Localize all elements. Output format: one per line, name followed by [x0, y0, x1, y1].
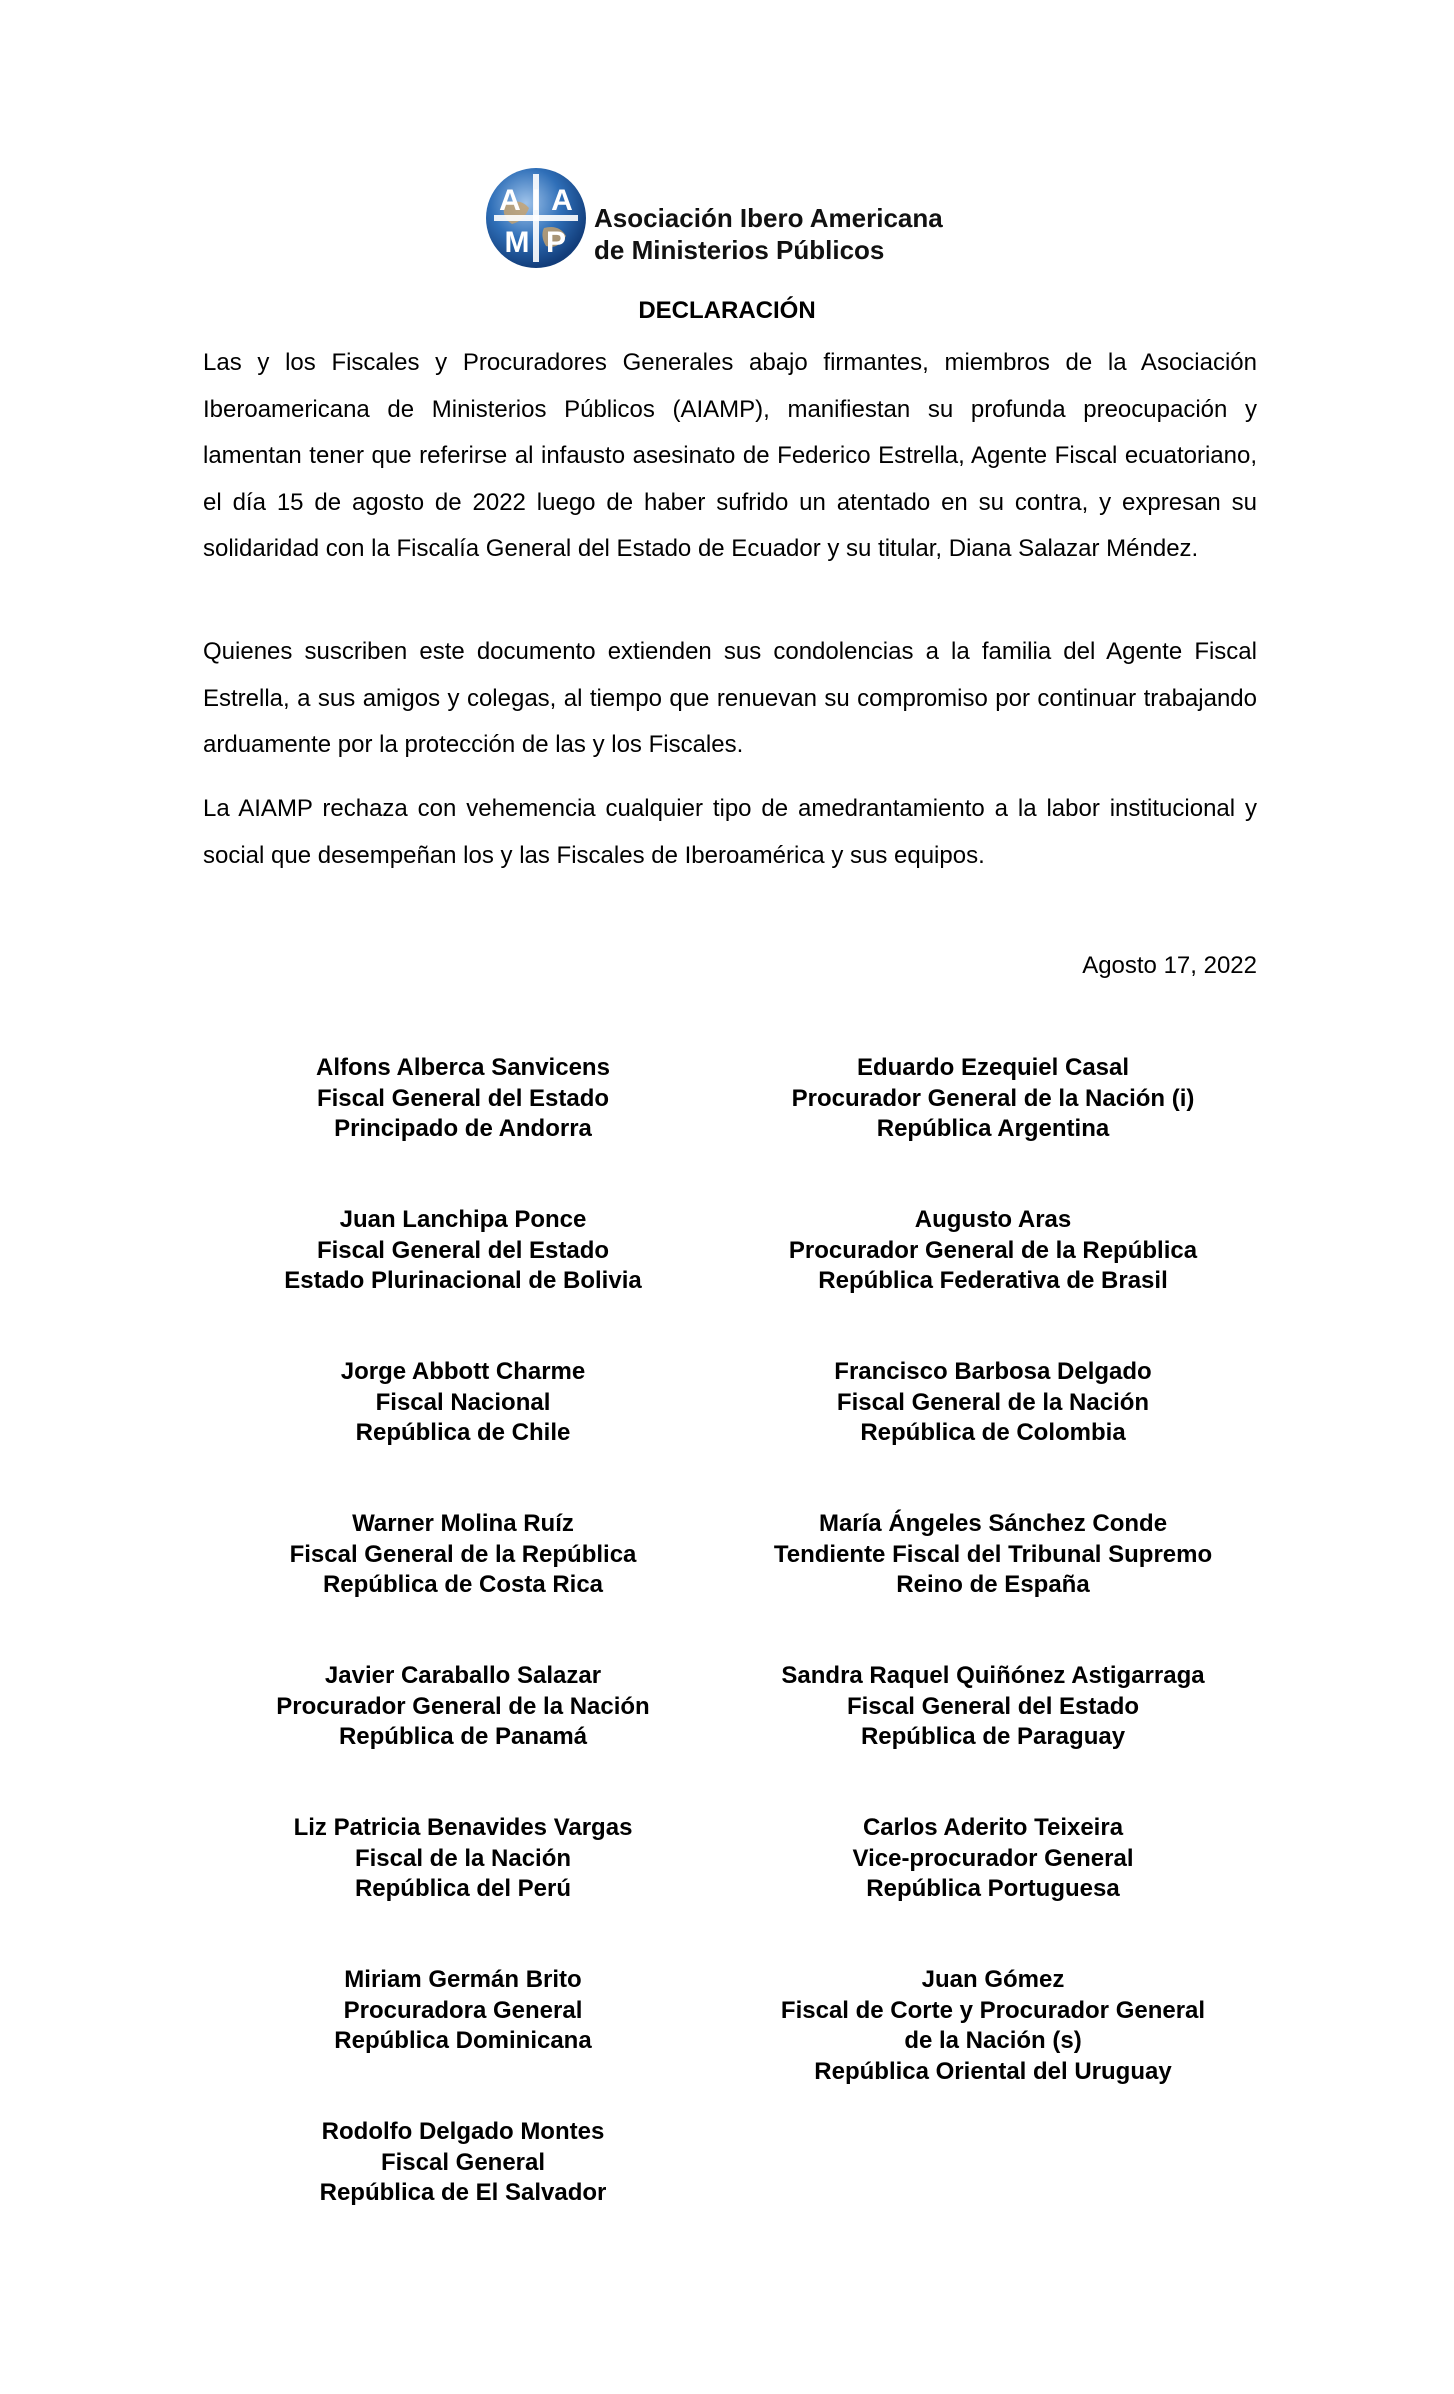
- signatory-argentina: [733, 1053, 1253, 1145]
- signatory-name: Eduardo Ezequiel Casal: [856, 1054, 1130, 1081]
- signatory-name: Juan Gómez: [921, 1966, 1065, 1993]
- signatory-name: Miriam Germán Brito: [344, 1966, 582, 1993]
- signatory-portugal: [733, 1813, 1253, 1905]
- paragraph-3: La AIAMP rechaza con vehemencia cualquier tipo de amedrantamiento a la labor institucional y social que desempeñan los y las Fiscales de Iberoamérica y sus equipos.: [203, 795, 1257, 869]
- signatory-country: República Federativa de Brasil: [818, 1267, 1168, 1294]
- signatory-title: Fiscal de la Nación: [354, 1844, 572, 1872]
- signatory-title: Tendiente Fiscal del Tribunal Supremo: [773, 1540, 1213, 1568]
- signatory-country: República Argentina: [876, 1115, 1110, 1142]
- signatory-costa-rica: [203, 1509, 723, 1601]
- signatory-country: República de Panamá: [338, 1723, 588, 1750]
- declaration-date: Agosto 17, 2022: [1082, 952, 1257, 979]
- signatory-name: Jorge Abbott Charme: [340, 1358, 586, 1385]
- signatory-el-salvador: [203, 2117, 723, 2209]
- signatory-name: María Ángeles Sánchez Conde: [818, 1510, 1168, 1537]
- signatory-title: Fiscal General del Estado: [846, 1692, 1140, 1720]
- letterhead: [484, 166, 1004, 274]
- svg-text:I: I: [531, 184, 541, 217]
- svg-text:A: A: [551, 184, 573, 217]
- signatory-title: Fiscal General: [380, 2148, 546, 2176]
- signatory-title: Procurador General de la Nación: [276, 1692, 650, 1720]
- signatory-country: República Portuguesa: [866, 1875, 1120, 1902]
- signatory-country: República de Colombia: [860, 1419, 1126, 1446]
- svg-text:A: A: [499, 184, 521, 217]
- signatory-uruguay: [733, 1965, 1253, 2087]
- signatory-name: Francisco Barbosa Delgado: [834, 1358, 1152, 1385]
- signatory-title-continued: de la Nación (s): [904, 2027, 1082, 2054]
- signatory-name: Javier Caraballo Salazar: [324, 1662, 602, 1689]
- signatory-country: República del Perú: [354, 1875, 572, 1902]
- signatory-peru: [203, 1813, 723, 1905]
- signatory-country: República Oriental del Uruguay: [814, 2057, 1172, 2085]
- signatory-chile: [203, 1357, 723, 1449]
- signatory-title: Fiscal General de la República: [289, 1540, 637, 1568]
- signatory-name: Carlos Aderito Teixeira: [862, 1814, 1124, 1841]
- organization-name: [594, 202, 943, 266]
- svg-text:P: P: [545, 226, 567, 259]
- signatory-title: Fiscal General del Estado: [316, 1236, 610, 1264]
- signatory-espana: [733, 1509, 1253, 1601]
- signatory-name: Liz Patricia Benavides Vargas: [293, 1814, 633, 1841]
- signatory-country: Reino de España: [896, 1571, 1090, 1598]
- signatory-colombia: [733, 1357, 1253, 1449]
- signatory-brasil: [733, 1205, 1253, 1297]
- signatory-panama: [203, 1661, 723, 1753]
- declaration-title: DECLARACIÓN: [638, 297, 816, 324]
- signatory-country: República de El Salvador: [319, 2179, 607, 2206]
- aiamp-globe-logo: [484, 166, 588, 270]
- signatory-name: Warner Molina Ruíz: [352, 1510, 574, 1537]
- signatory-title: Procurador General de la República: [788, 1236, 1198, 1264]
- signatory-andorra: [203, 1053, 723, 1145]
- signatory-bolivia: [203, 1205, 723, 1297]
- signatory-name: Rodolfo Delgado Montes: [321, 2118, 605, 2145]
- signatory-title: Fiscal General de la Nación: [836, 1388, 1150, 1416]
- signatory-dominicana: [203, 1965, 723, 2057]
- svg-text:M: M: [504, 226, 530, 259]
- signatory-title: Fiscal de Corte y Procurador General: [780, 1996, 1206, 2024]
- signatory-title: Fiscal General del Estado: [316, 1084, 610, 1112]
- signatory-name: Sandra Raquel Quiñónez Astigarraga: [781, 1662, 1205, 1689]
- signatory-name: Juan Lanchipa Ponce: [339, 1206, 587, 1233]
- signatory-country: República de Chile: [355, 1419, 571, 1446]
- organization-name-line1: Asociación Ibero Americana: [594, 203, 943, 233]
- signatory-title: Procuradora General: [343, 1996, 583, 2024]
- paragraph-2: Quienes suscriben este documento extienden sus condolencias a la familia del Agente Fiscal Estrella, a sus amigos y colegas, al tiempo que renuevan su compromiso por continuar trabajando arduamente por la protección de las y los Fiscales.: [203, 638, 1257, 758]
- signatory-paraguay: [733, 1661, 1253, 1753]
- signatory-country: República Dominicana: [334, 2027, 592, 2054]
- signatory-country: República de Costa Rica: [322, 1571, 604, 1598]
- paragraph-1: Las y los Fiscales y Procuradores Generales abajo firmantes, miembros de la Asociación Iberoamericana de Ministerios Públicos (AIAMP), manifiestan su profunda preocupación y lamentan tener que referirse al infausto asesinato de Federico Estrella, Agente Fiscal ecuatoriano, el día 15 de agosto de 2022 luego de haber sufrido un atentado en su contra, y expresan su solidaridad con la Fiscalía General del Estado de Ecuador y su titular, Diana Salazar Méndez.: [203, 349, 1257, 562]
- signatory-title: Vice-procurador General: [852, 1844, 1134, 1872]
- signatory-title: Fiscal Nacional: [375, 1388, 551, 1416]
- signatory-country: Estado Plurinacional de Bolivia: [284, 1267, 642, 1294]
- signatory-name: Augusto Aras: [914, 1206, 1072, 1233]
- signatory-country: República de Paraguay: [860, 1723, 1126, 1750]
- signatory-title: Procurador General de la Nación (i): [791, 1084, 1195, 1112]
- organization-name-line2: de Ministerios Públicos: [594, 235, 885, 265]
- signatory-name: Alfons Alberca Sanvicens: [316, 1054, 610, 1081]
- signatory-country: Principado de Andorra: [334, 1115, 592, 1142]
